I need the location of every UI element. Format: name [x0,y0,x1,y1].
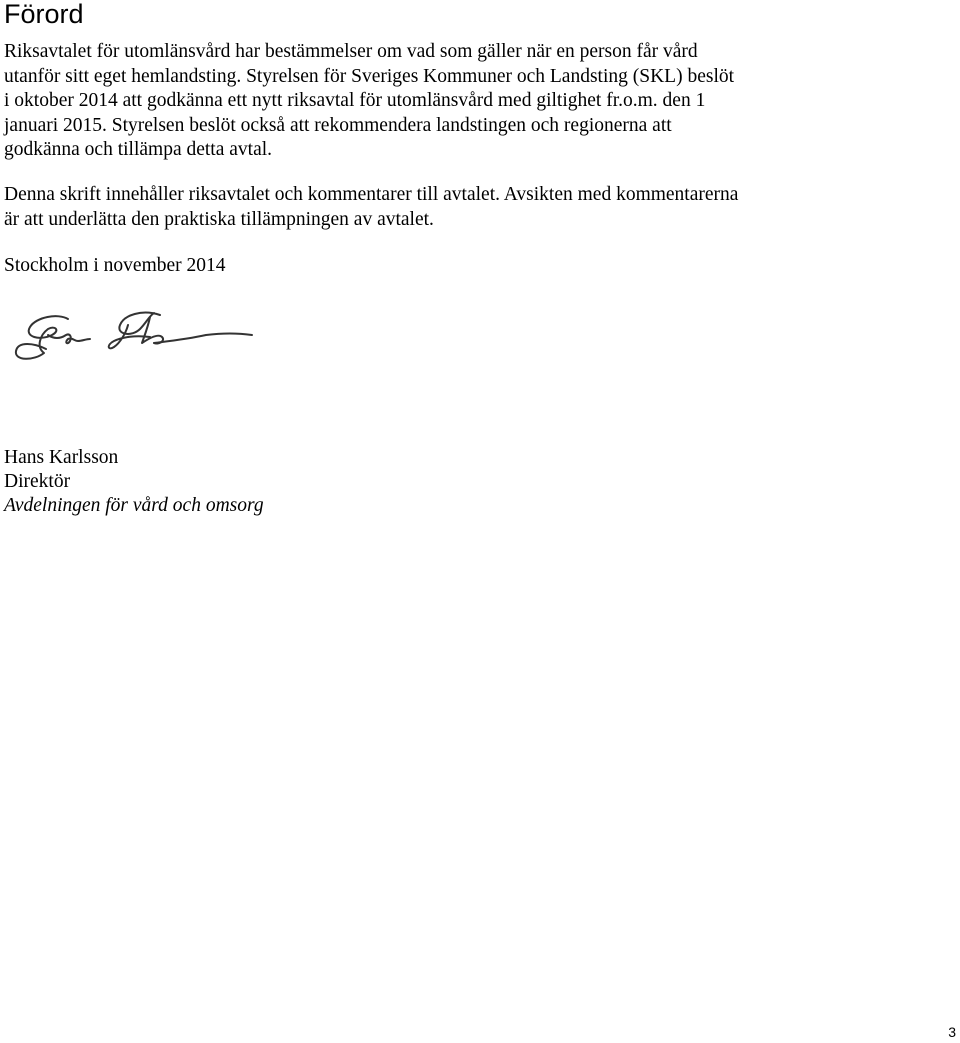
signer-name: Hans Karlsson [4,447,119,468]
handwritten-signature [10,305,265,373]
page-number: 3 [948,1024,956,1040]
preface-paragraph-2: Denna skrift innehåller riksavtalet och kommentarer till avtalet. Avsikten med kommentarerna är att underlätta den praktiska tillämpningen av avtalet. [4,184,739,230]
signer-role: Direktör [4,471,71,492]
signer-department: Avdelningen för vård och omsorg [4,495,264,516]
signer-block [4,446,264,518]
place-date: Stockholm i november 2014 [4,255,226,276]
page-title: Förord [4,0,84,29]
preface-paragraph-1: Riksavtalet för utomlänsvård har bestämmelser om vad som gäller när en person får vård utanför sitt eget hemlandsting. Styrelsen för Sveriges Kommuner och Landsting (SKL) beslöt i oktober 2014 att godkänna ett nytt riksavtal för utomlänsvård med giltighet fr.o.m. den 1 januari 2015. Styrelsen beslöt också att rekommendera landstingen och regionerna att godkänna och tillämpa detta avtal. [4,41,735,160]
